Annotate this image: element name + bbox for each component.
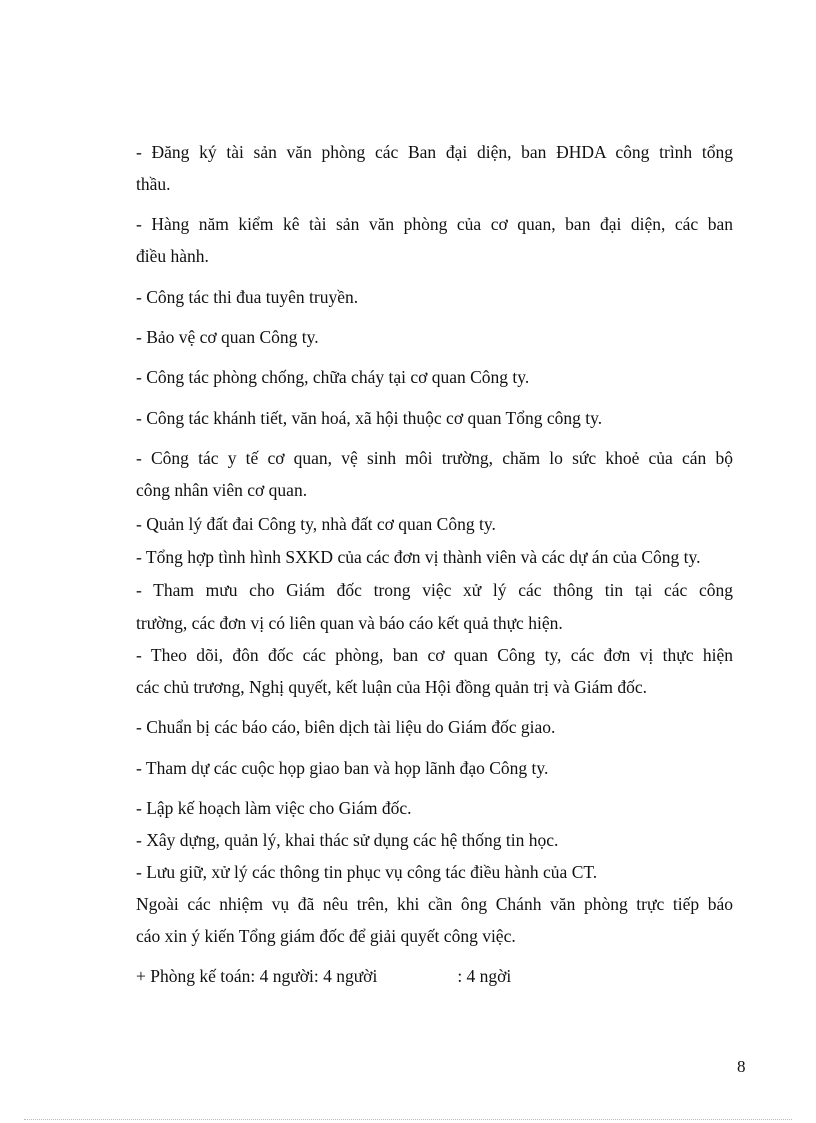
paragraph-line: - Lập kế hoạch làm việc cho Giám đốc.: [136, 798, 412, 818]
staff-count-value: : 4 ngời: [457, 966, 512, 986]
staff-count-line: [136, 965, 733, 987]
paragraph-line: - Tổng hợp tình hình SXKD của các đơn vị thành viên và các dự án của Công ty.: [136, 547, 701, 567]
paragraph-line: - Công tác khánh tiết, văn hoá, xã hội thuộc cơ quan Tổng công ty.: [136, 408, 603, 428]
paragraph-line: cáo xin ý kiến Tổng giám đốc để giải quyết công việc.: [136, 926, 516, 946]
page-bottom-border: [24, 1119, 792, 1120]
paragraph-line: - Đăng ký tài sản văn phòng các Ban đại diện, ban ĐHDA công trình tổng: [136, 142, 733, 162]
paragraph-line: - Hàng năm kiểm kê tài sản văn phòng của cơ quan, ban đại diện, các ban: [136, 214, 733, 234]
paragraph-line: - Công tác y tế cơ quan, vệ sinh môi trường, chăm lo sức khoẻ của cán bộ: [136, 448, 733, 468]
page-number: 8: [737, 1057, 746, 1076]
paragraph-line: - Chuẩn bị các báo cáo, biên dịch tài liệu do Giám đốc giao.: [136, 717, 556, 737]
paragraph-line: trường, các đơn vị có liên quan và báo cáo kết quả thực hiện.: [136, 613, 563, 633]
paragraph-line: điều hành.: [136, 246, 209, 266]
paragraph-line: các chủ trương, Nghị quyết, kết luận của Hội đồng quản trị và Giám đốc.: [136, 677, 648, 697]
staff-count-label: + Phòng kế toán: 4 người: 4 người: [136, 966, 378, 986]
paragraph-line: - Theo dõi, đôn đốc các phòng, ban cơ quan Công ty, các đơn vị thực hiện: [136, 645, 733, 665]
paragraph-line: - Lưu giữ, xử lý các thông tin phục vụ công tác điều hành của CT.: [136, 862, 598, 882]
paragraph-line: - Quản lý đất đai Công ty, nhà đất cơ quan Công ty.: [136, 514, 496, 534]
paragraph-line: - Tham dự các cuộc họp giao ban và họp lãnh đạo Công ty.: [136, 758, 549, 778]
paragraph-line: - Tham mưu cho Giám đốc trong việc xử lý các thông tin tại các công: [136, 580, 733, 600]
paragraph-line: Ngoài các nhiệm vụ đã nêu trên, khi cần ông Chánh văn phòng trực tiếp báo: [136, 894, 733, 914]
paragraph-line: - Công tác thi đua tuyên truyền.: [136, 287, 359, 307]
paragraph-line: công nhân viên cơ quan.: [136, 480, 308, 500]
paragraph-line: thầu.: [136, 174, 171, 194]
paragraph-line: - Công tác phòng chống, chữa cháy tại cơ quan Công ty.: [136, 367, 530, 387]
paragraph-line: - Xây dựng, quản lý, khai thác sử dụng các hệ thống tin học.: [136, 830, 559, 850]
paragraph-line: - Bảo vệ cơ quan Công ty.: [136, 327, 319, 347]
